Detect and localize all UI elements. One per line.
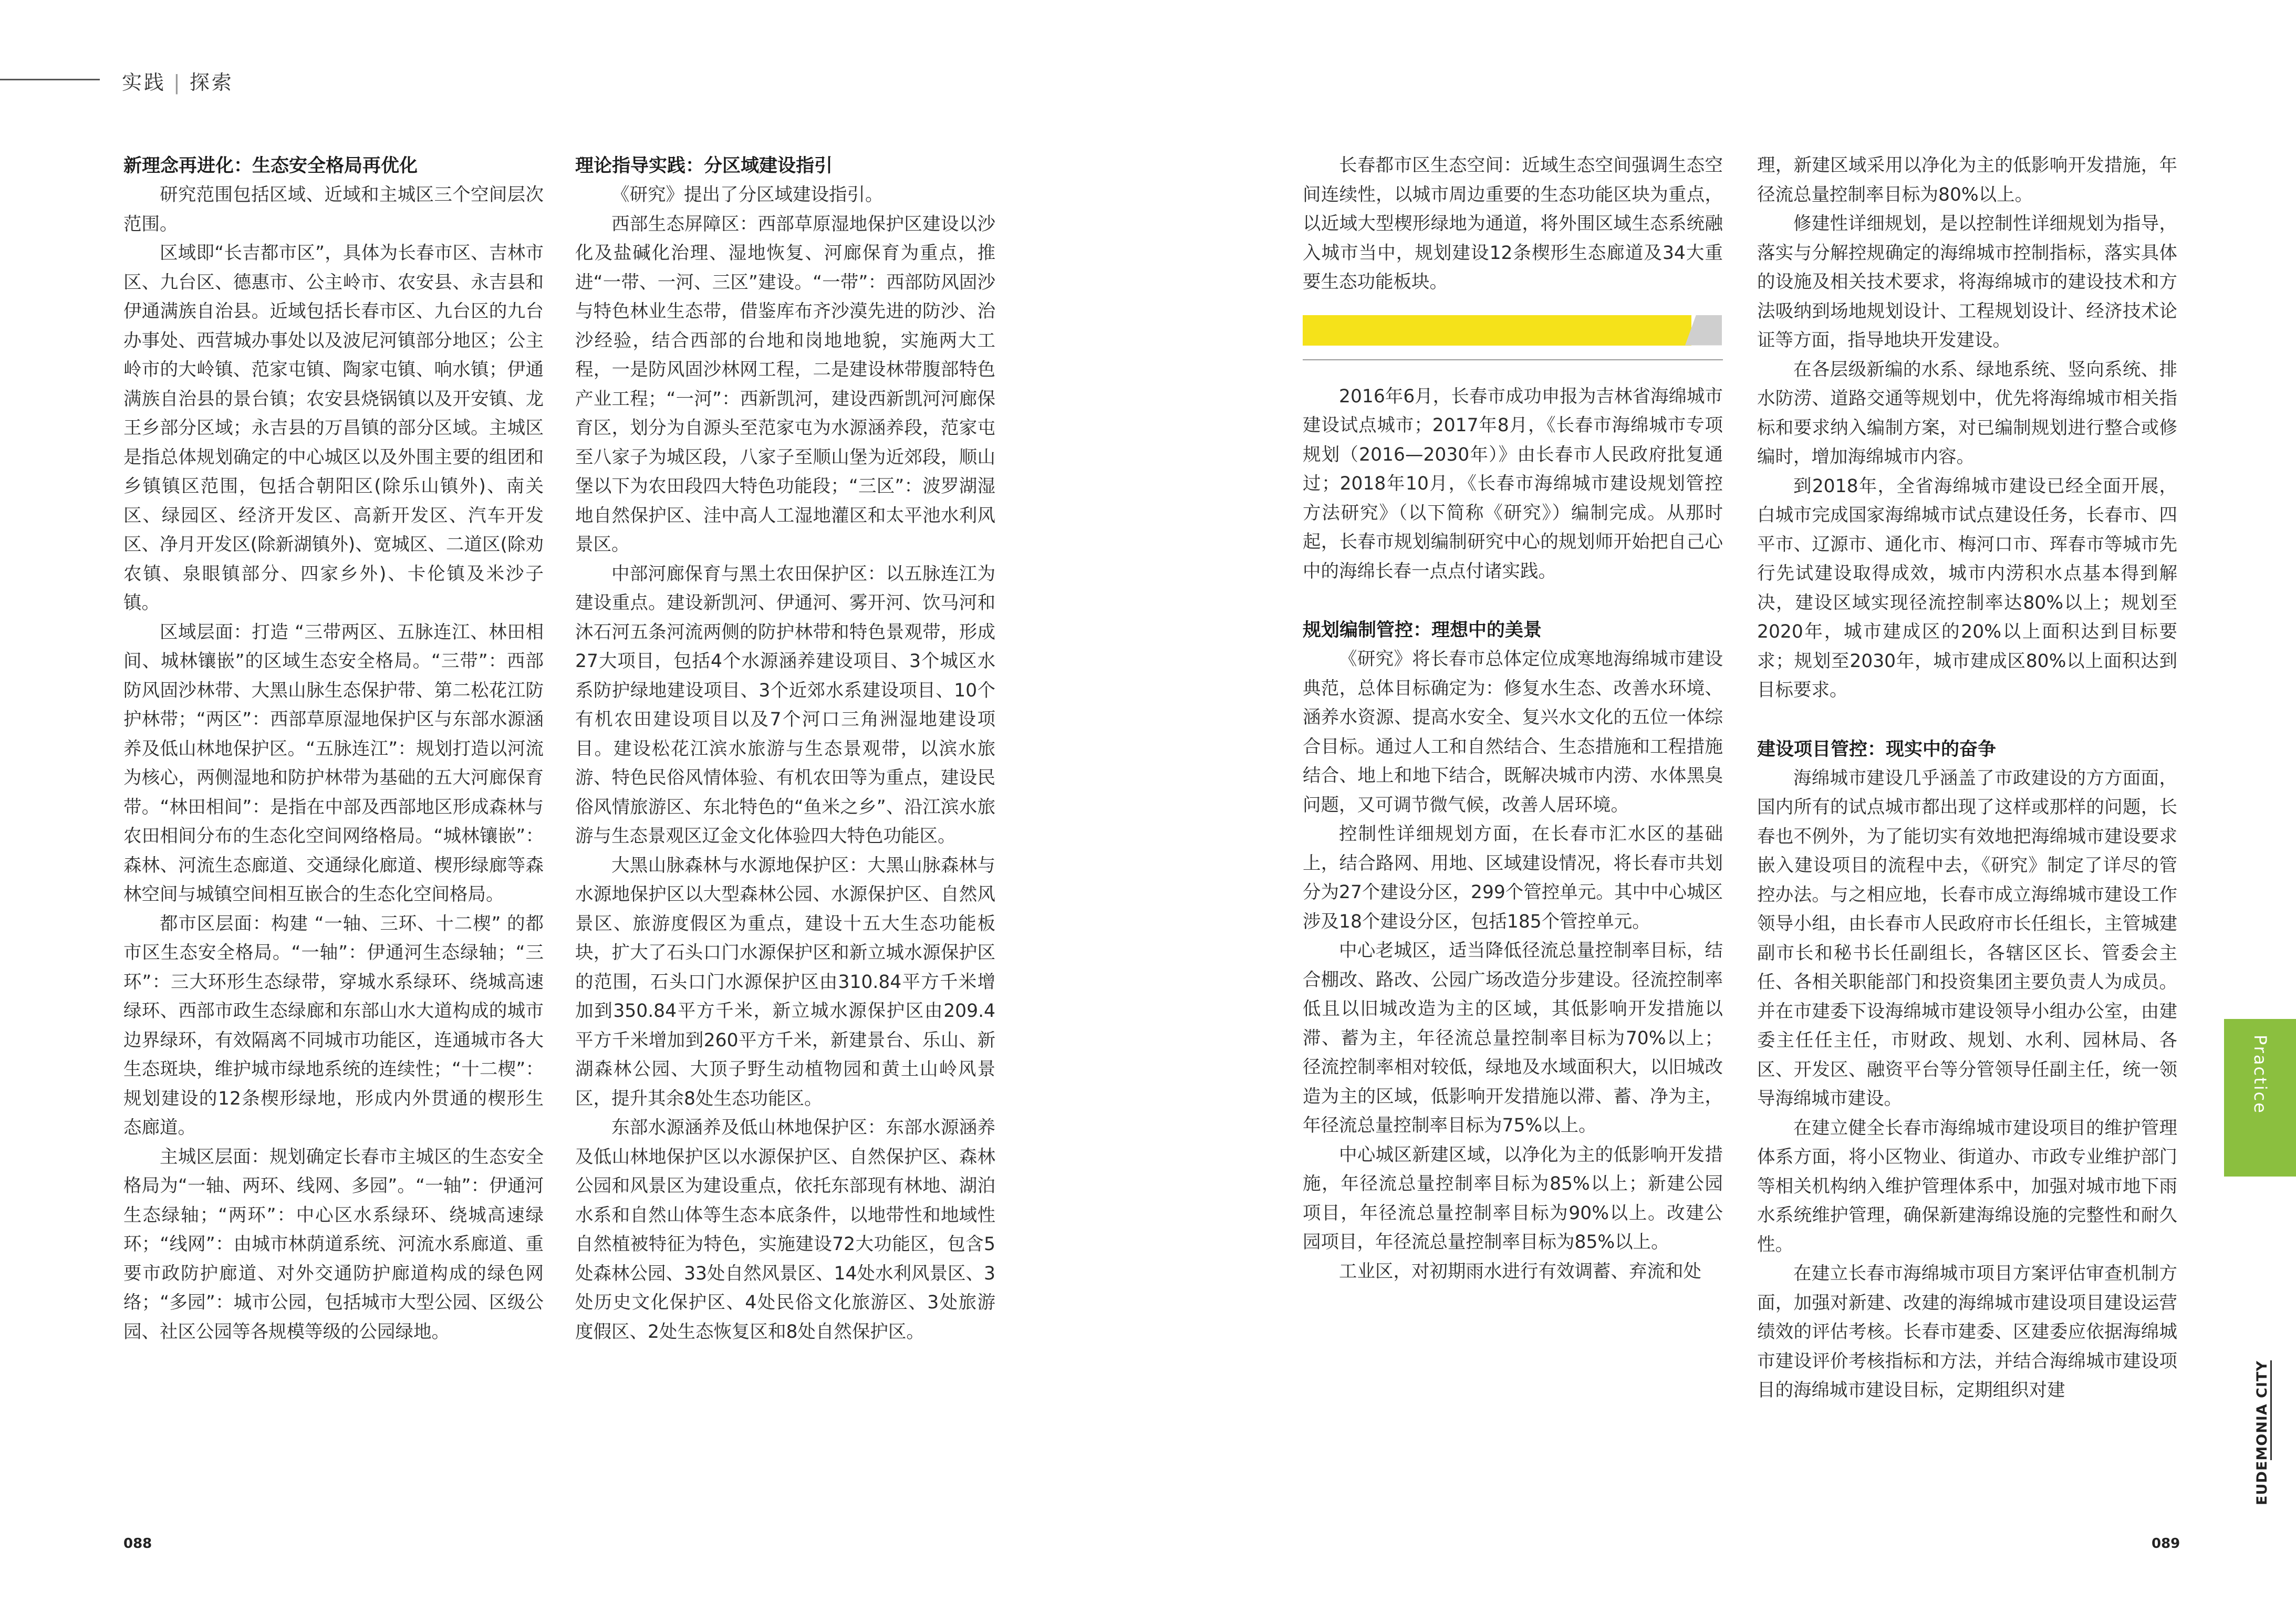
- paragraph: 区域层面：打造 “三带两区、五脉连江、林田相间、城林镶嵌”的区域生态安全格局。“三带”：西部防风固沙林带、大黑山脉生态保护带、第二松花江防护林带；“两区”：西部草原湿地保护区与东部水源涵养及低山林地保护区。“五脉连江”：规划打造以河流为核心，两侧湿地和防护林带为基础的五大河廊保育带。“林田相间”：是指在中部及西部地区形成森林与农田相间分布的生态化空间网络格局。“城林镶嵌”：森林、河流生态廊道、交通绿化廊道、楔形绿廊等森林空间与城镇空间相互嵌合的生态化空间格局。: [123, 621, 544, 905]
- subheading: 新理念再进化：生态安全格局再优化: [123, 155, 418, 176]
- page-number-left: 088: [123, 1536, 152, 1552]
- spacer: [1757, 705, 2177, 735]
- page-number-right: 089: [2152, 1536, 2180, 1552]
- paragraph: 到2018年，全省海绵城市建设已经全面开展，白城市完成国家海绵城市试点建设任务，长春市、四平市、辽源市、通化市、梅河口市、珲春市等城市先行先试建设取得成效，城市内涝积水点基本得到解决，建设区域实现径流控制率达80%以上；规划至2020年，城市建成区的20%以上面积达到目标要求；规划至2030年，城市建成区80%以上面积达到目标要求。: [1757, 475, 2177, 701]
- paragraph: 海绵城市建设几乎涵盖了市政建设的方方面面，国内所有的试点城市都出现了这样或那样的问题，长春也不例外，为了能切实有效地把海绵城市建设要求嵌入建设项目的流程中去，《研究》制定了详尽的管控办法。与之相应地，长春市成立海绵城市建设工作领导小组，由长春市人民政府市长任组长，主管城建副市长和秘书长任副组长，各辖区区长、管委会主任、各相关职能部门和投资集团主要负责人为成员。并在市建委下设海绵城市建设领导小组办公室，由建委主任任主任，市财政、规划、水利、园林局、各区、开发区、融资平台等分管领导任副主任，统一领导海绵城市建设。: [1757, 767, 2177, 1109]
- paragraph: 中心老城区，适当降低径流总量控制率目标，结合棚改、路改、公园广场改造分步建设。径流控制率低且以旧城改造为主的区域，其低影响开发措施以滞、蓄为主，年径流总量控制率目标为70%以上；径流控制率相对较低，绿地及水域面积大，以旧城改造为主的区域，低影响开发措施以滞、蓄、净为主，年径流总量控制率目标为75%以上。: [1303, 940, 1723, 1136]
- subheading: 建设项目管控：现实中的奋争: [1757, 738, 1997, 760]
- paragraph: 2016年6月，长春市成功申报为吉林省海绵城市建设试点城市；2017年8月，《长春市海绵城市专项规划（2016—2030年）》由长春市人民政府批复通过；2018年10月，《长春市海绵城市建设规划管控方法研究》（以下简称《研究》）编制完成。从那时起，长春市规划编制研究中心的规划师开始把自己心中的海绵长春一点点付诸实践。: [1303, 386, 1723, 582]
- paragraph: 工业区，对初期雨水进行有效调蓄、弃流和处: [1339, 1261, 1701, 1282]
- practice-tab-label: Practice: [2250, 1035, 2270, 1115]
- column-4: [1757, 151, 2177, 1406]
- subheading: 理论指导实践：分区域建设指引: [575, 155, 833, 176]
- paragraph: 《研究》提出了分区域建设指引。: [611, 184, 884, 205]
- paragraph: 长春都市区生态空间：近域生态空间强调生态空间连续性，以城市周边重要的生态功能区块为重点，以近域大型楔形绿地为通道，将外围区域生态系统融入城市当中，规划建设12条楔形生态廊道及34大重要生态功能板块。: [1303, 155, 1723, 293]
- paragraph: 都市区层面：构建 “一轴、三环、十二楔” 的都市区生态安全格局。“一轴”：伊通河生态绿轴；“三环”：三大环形生态绿带，穿城水系绿环、绕城高速绿环、西部市政生态绿廊和东部山水大道构成的城市边界绿环，有效隔离不同城市功能区，连通城市各大生态斑块，维护城市绿地系统的连续性；“十二楔”：规划建设的12条楔形绿地，形成内外贯通的楔形生态廊道。: [123, 913, 544, 1138]
- practice-tab: [2224, 1019, 2296, 1177]
- subheading: 规划编制管控：理想中的美景: [1303, 620, 1542, 641]
- column-3-intro: [1303, 151, 1723, 297]
- paragraph: 《研究》将长春市总体定位成寒地海绵城市建设典范，总体目标确定为：修复水生态、改善水环境、涵养水资源、提高水安全、复兴水文化的五位一体综合目标。通过人工和自然结合、生态措施和工程措施结合、地上和地下结合，既解决城市内涝、水体黑臭问题，又可调节微气候，改善人居环境。: [1303, 649, 1723, 816]
- section-title: [1303, 318, 1304, 342]
- paragraph: 西部生态屏障区：西部草原湿地保护区建设以沙化及盐碱化治理、湿地恢复、河廊保育为重点，推进“一带、一河、三区”建设。“一带”：西部防风固沙与特色林业生态带，借鉴库布齐沙漠先进的防沙、治沙经验，结合西部的台地和岗地地貌，实施两大工程，一是防风固沙林网工程，二是建设林带腹部特色产业工程；“一河”：西新凯河，建设西新凯河河廊保育区，划分为自源头至范家屯为水源涵养段，范家屯至八家子为城区段，八家子至顺山堡为近郊段，顺山堡以下为农田段四大特色功能段；“三区”：波罗湖湿地自然保护区、洼中高人工湿地灌区和太平池水利风景区。: [575, 213, 995, 555]
- banner-rule: [1303, 359, 1723, 360]
- paragraph: 中心城区新建区域，以净化为主的低影响开发措施，年径流总量控制率目标为85%以上；新建公园项目，年径流总量控制率目标为90%以上。改建公园项目，年径流总量控制率目标为85%以上。: [1303, 1144, 1723, 1253]
- paragraph: 东部水源涵养及低山林地保护区：东部水源涵养及低山林地保护区以水源保护区、自然保护区、森林公园和风景区为建设重点，依托东部现有林地、湖泊水系和自然山体等生态本底条件，以地带性和地域性自然植被特征为特色，实施建设72大功能区，包含5处森林公园、33处自然风景区、14处水利风景区、3处历史文化保护区、4处民俗文化旅游区、3处旅游度假区、2处生态恢复区和8处自然保护区。: [575, 1117, 995, 1343]
- column-3: [1303, 151, 1723, 1286]
- paragraph: 控制性详细规划方面，在长春市汇水区的基础上，结合路网、用地、区域建设情况，将长春市共划分为27个建设分区，299个管控单元。其中中心城区涉及18个建设分区，包括185个管控单元。: [1303, 824, 1723, 932]
- side-brand-rule: [2270, 1360, 2272, 1460]
- paragraph: 在建立长春市海绵城市项目方案评估审查机制方面，加强对新建、改建的海绵城市建设项目建设运营绩效的评估考核。长春市建委、区建委应依据海绵城市建设评价考核指标和方法，并结合海绵城市建设项目的海绵城市建设目标，定期组织对建: [1757, 1263, 2177, 1401]
- paragraph: 大黑山脉森林与水源地保护区：大黑山脉森林与水源地保护区以大型森林公园、水源保护区、自然风景区、旅游度假区为重点，建设十五大生态功能板块，扩大了石头口门水源保护区和新立城水源保护区的范围，石头口门水源保护区由310.84平方千米增加到350.84平方千米，新立城水源保护区由209.4平方千米增加到260平方千米，新建景台、乐山、新湖森林公园、大顶子野生动植物园和黄土山岭风景区，提升其余8处生态功能区。: [575, 855, 995, 1109]
- paragraph: 主城区层面：规划确定长春市主城区的生态安全格局为“一轴、两环、线网、多园”。“一轴”：伊通河生态绿轴；“两环”：中心区水系绿环、绕城高速绿环；“线网”：由城市林荫道系统、河流水系廊道、重要市政防护廊道、对外交通防护廊道构成的绿色网络；“多园”：城市公园，包括城市大型公园、区级公园、社区公园等各规模等级的公园绿地。: [123, 1146, 544, 1343]
- column-2: [575, 151, 995, 1347]
- column-3-body: [1303, 382, 1723, 1287]
- header-subsection: 探索: [189, 71, 234, 94]
- banner-highlight: [1303, 315, 1691, 346]
- paragraph: 中部河廊保育与黑土农田保护区：以五脉连江为建设重点。建设新凯河、伊通河、雾开河、饮马河和沐石河五条河流两侧的防护林带和特色景观带，形成27大项目，包括4个水源涵养建设项目、3个城区水系防护绿地建设项目、3个近郊水系建设项目、10个有机农田建设项目以及7个河口三角洲湿地建设项目。建设松花江滨水旅游与生态景观带，以滨水旅游、特色民俗风情体验、有机农田等为重点，建设民俗风情旅游区、东北特色的“鱼米之乡”、沿江滨水旅游与生态景观区辽金文化体验四大特色功能区。: [575, 563, 995, 847]
- paragraph: 研究范围包括区域、近域和主城区三个空间层次范围。: [123, 184, 544, 235]
- paragraph: 在各层级新编的水系、绿地系统、竖向系统、排水防涝、道路交通等规划中，优先将海绵城市相关指标和要求纳入编制方案，对已编制规划进行整合或修编时，增加海绵城市内容。: [1757, 359, 2177, 467]
- header-section: 实践: [122, 71, 167, 94]
- header-rule: [0, 79, 100, 80]
- paragraph: 修建性详细规划，是以控制性详细规划为指导，落实与分解控规确定的海绵城市控制指标，落实具体的设施及相关技术要求，将海绵城市的建设技术和方法吸纳到场地规划设计、工程规划设计、经济技术论证等方面，指导地块开发建设。: [1757, 213, 2177, 351]
- column-1: [123, 151, 544, 1347]
- header-divider: |: [173, 71, 182, 94]
- section-banner: [1303, 315, 1723, 346]
- paragraph: 区域即“长吉都市区”，具体为长春市区、吉林市区、九台区、德惠市、公主岭市、农安县、永吉县和伊通满族自治县。近域包括长春市区、九台区的九台办事处、西营城办事处以及波尼河镇部分地区；公主岭市的大岭镇、范家屯镇、陶家屯镇、响水镇；伊通满族自治县的景台镇；农安县烧锅镇以及开安镇、龙王乡部分区域；永吉县的万昌镇的部分区域。主城区是指总体规划确定的中心城区以及外围主要的组团和乡镇镇区范围，包括合朝阳区(除乐山镇外)、南关区、绿园区、经济开发区、高新开发区、汽车开发区、净月开发区(除新湖镇外)、宽城区、二道区(除劝农镇、泉眼镇部分、四家乡外)、卡伦镇及米沙子镇。: [123, 243, 544, 613]
- paragraph: 理，新建区域采用以净化为主的低影响开发措施，年径流总量控制率目标为80%以上。: [1757, 155, 2177, 205]
- section-header: [122, 66, 234, 95]
- paragraph: 在建立健全长春市海绵城市建设项目的维护管理体系方面，将小区物业、街道办、市政专业维护部门等相关机构纳入维护管理体系中，加强对城市地下雨水系统维护管理，确保新建海绵设施的完整性和耐久性。: [1757, 1117, 2177, 1255]
- spacer: [1303, 586, 1723, 616]
- side-brand: EUDEMONIA CITY: [2254, 1360, 2270, 1505]
